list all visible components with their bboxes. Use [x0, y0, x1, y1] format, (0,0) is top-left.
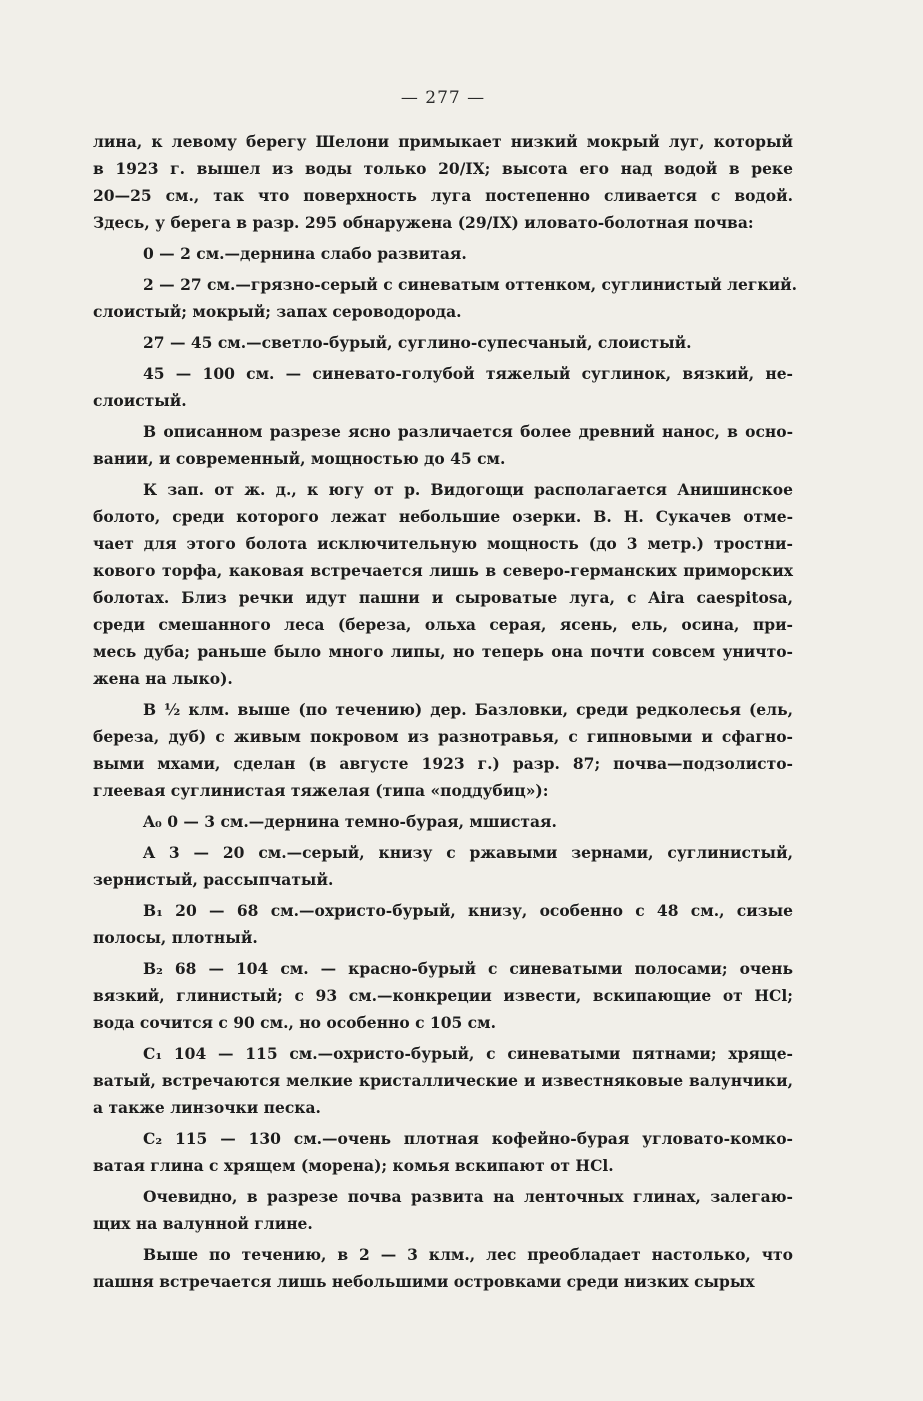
- text-line: 0 — 2 см.—дернина слабо развитая.: [143, 244, 467, 263]
- text-line: чает для этого болота исключительную мощность (до 3 метр.) тростни-: [93, 534, 793, 553]
- text-line: C₁ 104 — 115 см.—охристо-бурый, с синеватыми пятнами; хряще-: [143, 1044, 793, 1063]
- paragraph: [93, 808, 793, 835]
- paragraph: [93, 696, 793, 804]
- text-line: слоистый.: [93, 391, 187, 410]
- paragraph: [93, 418, 793, 472]
- text-line: щих на валунной глине.: [93, 1214, 313, 1233]
- text-line: Очевидно, в разрезе почва развита на ленточных глинах, залегаю-: [143, 1187, 793, 1206]
- text-line: вании, и современный, мощностью до 45 см.: [93, 449, 506, 468]
- text-line: пашня встречается лишь небольшими островками среди низких сырых: [93, 1272, 755, 1291]
- paragraph: [93, 1125, 793, 1179]
- document-page: [93, 88, 798, 1299]
- text-line: полосы, плотный.: [93, 928, 258, 947]
- paragraph: [93, 476, 793, 692]
- text-line: A 3 — 20 см.—серый, книзу с ржавыми зернами, суглинистый,: [143, 843, 793, 862]
- text-line: а также линзочки песка.: [93, 1098, 321, 1117]
- paragraph: [93, 1183, 793, 1237]
- text-line: 27 — 45 см.—светло-бурый, суглино-супесчаный, слоистый.: [143, 333, 692, 352]
- text-line: 20—25 см., так что поверхность луга постепенно сливается с водой.: [93, 186, 793, 205]
- text-line: A₀ 0 — 3 см.—дернина темно-бурая, мшистая.: [143, 812, 557, 831]
- text-line: кового торфа, каковая встречается лишь в северо-германских приморских: [93, 561, 793, 580]
- paragraph: [93, 240, 793, 267]
- paragraph: [93, 128, 793, 236]
- text-line: B₂ 68 — 104 см. — красно-бурый с синеватыми полосами; очень: [143, 959, 793, 978]
- paragraph: [93, 1040, 793, 1121]
- text-line: B₁ 20 — 68 см.—охристо-бурый, книзу, особенно с 48 см., сизые: [143, 901, 793, 920]
- paragraph: [93, 271, 798, 325]
- text-line: ватый, встречаются мелкие кристаллические и известняковые валунчики,: [93, 1071, 793, 1090]
- paragraph: [93, 955, 793, 1036]
- text-line: вязкий, глинистый; с 93 см.—конкреции извести, вскипающие от HCl;: [93, 986, 793, 1005]
- text-line: Здесь, у берега в разр. 295 обнаружена (29/IX) иловато-болотная почва:: [93, 213, 754, 232]
- text-line: жена на лыко).: [93, 669, 233, 688]
- text-line: вода сочится с 90 см., но особенно с 105 см.: [93, 1013, 496, 1032]
- text-line: 2 — 27 см.—грязно-серый с синеватым оттенком, суглинистый легкий.: [143, 275, 798, 294]
- text-line: в 1923 г. вышел из воды только 20/IX; высота его над водой в реке: [93, 159, 793, 178]
- paragraph: [93, 360, 793, 414]
- text-line: болото, среди которого лежат небольшие озерки. В. Н. Сукачев отме-: [93, 507, 793, 526]
- paragraph: [93, 1241, 793, 1295]
- paragraph: [93, 839, 793, 893]
- text-line: лина, к левому берегу Шелони примыкает низкий мокрый луг, который: [93, 132, 793, 151]
- paragraph: [93, 897, 793, 951]
- text-line: среди смешанного леса (береза, ольха серая, ясень, ель, осина, при-: [93, 615, 793, 634]
- text-line: береза, дуб) с живым покровом из разнотравья, с гипновыми и сфагно-: [93, 727, 793, 746]
- text-line: C₂ 115 — 130 см.—очень плотная кофейно-бурая угловато-комко-: [143, 1129, 793, 1148]
- text-line: месь дуба; раньше было много липы, но теперь она почти совсем уничто-: [93, 642, 793, 661]
- text-line: Выше по течению, в 2 — 3 клм., лес преобладает настолько, что: [143, 1245, 793, 1264]
- text-line: 45 — 100 см. — синевато-голубой тяжелый суглинок, вязкий, не-: [143, 364, 793, 383]
- text-line: В описанном разрезе ясно различается более древний нанос, в осно-: [143, 422, 793, 441]
- text-line: зернистый, рассыпчатый.: [93, 870, 334, 889]
- page-number: — 277 —: [400, 88, 486, 108]
- text-line: выми мхами, сделан (в августе 1923 г.) разр. 87; почва—подзолисто-: [93, 754, 793, 773]
- text-line: ватая глина с хрящем (морена); комья вскипают от HCl.: [93, 1156, 614, 1175]
- text-line: К зап. от ж. д., к югу от р. Видогощи располагается Анишинское: [143, 480, 793, 499]
- body-text: [93, 128, 798, 1295]
- text-line: слоистый; мокрый; запах сероводорода.: [93, 302, 462, 321]
- text-line: глеевая суглинистая тяжелая (типа «поддубиц»):: [93, 781, 549, 800]
- paragraph: [93, 329, 793, 356]
- text-line: болотах. Близ речки идут пашни и сыроватые луга, с Aira caespitosa,: [93, 588, 793, 607]
- text-line: В ½ клм. выше (по течению) дер. Базловки, среди редколесья (ель,: [143, 700, 793, 719]
